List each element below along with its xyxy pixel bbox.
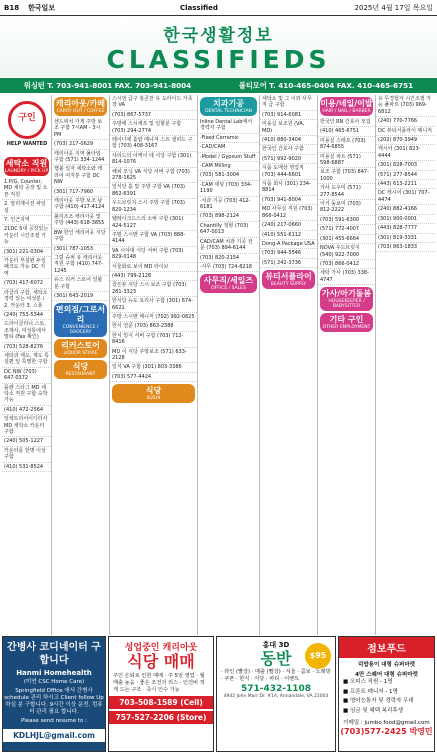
help-wanted-sub: HELP WANTED <box>6 141 48 147</box>
column-nail <box>318 95 376 635</box>
listing-item: 햄볼 일자 세탁소와 캐리어 여자분 구함 DC NW <box>52 165 109 187</box>
listing-item: 그릴 슈퍼 유 캐리아웃 직원 구함 (410) 747-1245 <box>52 254 109 276</box>
column-office <box>260 95 318 635</box>
listing-item: 세탁 가사 (703) 338-4747 <box>318 269 375 285</box>
listing-item: 미용실 스태프 (703) 874-6855 <box>318 137 375 153</box>
listing-item: 주말 스시맨 구함 VA (703) 888-4144 <box>110 231 197 247</box>
section-title-en: CARRY OUT / COFFEE <box>56 109 105 114</box>
listing-item: NOVA 우드브릿지 (540) 922-7000 <box>318 244 375 260</box>
section-title-en: BEAUTY SUPPLY <box>270 282 307 288</box>
section-title-kr: 미용/네일/이발 <box>320 99 373 108</box>
listing-item: 캐리아웃 주방 보조 남 구함 (410) 417-4124 <box>52 197 109 213</box>
ad-email: KDLHJL@gmail.com <box>3 729 105 742</box>
listing-item: (703) 944-5546 <box>260 249 317 258</box>
listing-item: VA 시야대 식당 서버 구함 (703) 829-0148 <box>110 247 197 263</box>
listing-item: 일식 VA 구함 (301) 803-3386 <box>110 363 197 372</box>
listing-item: 플랜 스타그 MD 세탁소 직원 구함 숙박 가능 <box>2 384 51 406</box>
listing-item: MD 사무실 직원 (703) 866-0412 <box>260 205 317 221</box>
column-sushi <box>110 95 198 635</box>
ad-logo: 점보푸드 <box>339 637 434 658</box>
listing-item: 텔레이크드스의 소바 구함 (301) 424-5127 <box>110 215 197 231</box>
listing-item: 일식당 홀 및 주방 구함 VA (703) 862-6391 <box>110 183 197 199</box>
listing-item: Dong-A Package USA <box>260 240 317 249</box>
listing-item: 센드위치 가게 주방 보조 구함 7시AM - 3시PM <box>52 118 109 140</box>
price-badge: $95 <box>305 643 331 669</box>
listing-item: (410) 551-6112 <box>260 231 317 240</box>
dc-contact: 워싱턴 T. 703-941-8001 FAX. 703-941-8004 <box>23 80 192 90</box>
ad-title: 간병사 코디네이터 구합니다 <box>7 642 101 666</box>
listing-item: 라클리 구함, 세탁소경력 있는 여성분 / 2. 카운터 3. 스폿 <box>2 289 51 311</box>
ad-item: ■ 프론트 매니저 - 1명 <box>343 688 398 695</box>
listing-item: (703) 417-6072 <box>2 279 51 288</box>
section-title-kr: 치과기공 <box>213 99 244 108</box>
listing-item: DC 뷰티서플라이 매니저 <box>376 127 435 136</box>
listing-item: (301) 828-7003 <box>376 161 435 170</box>
ad-phone: 571-432-1108 <box>240 684 312 694</box>
listing-item: (301) 819-3331 <box>376 234 435 243</box>
section-title-kr: 사무직/세일즈 <box>203 276 254 286</box>
listing-item: (301) 643-2019 <box>52 292 109 301</box>
section-title-en: SUSHI <box>146 396 161 402</box>
section-title-en: RESTAURANT <box>65 372 96 378</box>
listing-item: 우드브릿지 스시 주방 구함 (703) 820-1234 <box>110 199 197 215</box>
listing-item: (571) 277-8544 <box>376 171 435 180</box>
ad-phone: (703)577-2425 박영민 <box>340 727 433 736</box>
ad-body: Springfield Office 에서 간병사 schedule 관리 하시고 Client follow Up 하실 분 구합니다. 9시간 이상 운전, 컴퓨터 관리 필요 합니다. <box>4 688 104 715</box>
listing-item: (240) 753-5344 <box>2 311 51 320</box>
listing-item: 캐시어 (301) 823-4444 <box>376 145 435 161</box>
ad-restaurant-sale <box>108 636 214 752</box>
ad-item: ■ 영어능통자 및 경력자 우대 <box>343 698 414 704</box>
listing-item: 미용실 파트 (571) 598-6887 <box>318 153 375 169</box>
ad-headline: 동반 <box>260 649 292 668</box>
ad-hanmi-homehealth <box>2 636 106 752</box>
section-header-housekeeper <box>320 287 373 311</box>
listing-item: 세탁과 제도, 재도 특설편 일 특별한 구함 <box>2 352 51 368</box>
listing-item: 유스 리커 스토어 일할 분 구함 <box>52 276 109 292</box>
listing-item: (571) 772-4007 <box>318 225 375 234</box>
listing-item: ·Fixed Cerramic <box>198 134 259 143</box>
listing-item: (703) 863-1833 <box>376 243 435 252</box>
section-title-kr: 뷰티서플라이 <box>265 272 312 282</box>
listing-item: 한국인 RN 간호사 모집 <box>318 118 375 127</box>
display-ads <box>2 636 435 752</box>
ad-title: 홍대 3D <box>262 641 290 649</box>
listing-item: DC NW (703) 647-0372 <box>2 368 51 384</box>
ad-phone-cell: 703-508-1589 (Cell) <box>109 696 213 709</box>
ad-body: 주인 은퇴로 인한 매매 · 주 5일 영업 · 월 매출 높음 · 좋은 조건의 리스 · 인건비 적게 드는 구조 · 즉시 인수 가능 <box>113 673 205 693</box>
listing-item: 한식 일식 서버 구함 (703) 712-8416 <box>110 332 197 348</box>
listing-item: 유 무경험자 시간조절 가능 풀파트 (703) 969-6812 <box>376 95 435 117</box>
listing-item: 미용실 보조원 (VA, MD) <box>260 120 317 136</box>
section-title-kr: 리커스토어 <box>61 341 100 351</box>
ad-subtitle: 덕밥용이 대형 슈퍼마켓 <box>358 662 415 668</box>
listing-item: (240) 770-7766 <box>376 117 435 126</box>
section-header-convenience <box>54 303 107 337</box>
ad-hongdae <box>216 636 336 752</box>
listing-item: 드라이클리너 스토, 조제사, 여성통에서 멀티 (Fax 확인) <box>2 320 51 342</box>
listing-item: (410) 465-6751 <box>318 127 375 136</box>
listing-item: 한식 전문 (703) 863-2388 <box>110 322 197 331</box>
listing-item: (703) 914-6081 <box>260 111 317 120</box>
listing-item: ·사무 (703) 724-8218 <box>198 263 259 272</box>
page-header <box>0 0 437 16</box>
listing-item: Inline Dental Lab에서 경력자 구함 <box>198 118 259 134</box>
ad-address: 4942 John Marr Dr. #1A, Annandale, VA 22003 <box>223 694 329 699</box>
masthead <box>0 17 437 77</box>
section-title-en: OTHER EMPLOYMENT <box>322 325 371 331</box>
section-title-en: LAUNDRY / PICK UP <box>4 169 49 174</box>
listing-item: 1.P/G, Counter, MD 세탁 공장 및 오픈 직원 <box>2 178 51 200</box>
section-title-kr: 식당 <box>145 386 162 396</box>
section-header-dental <box>200 97 257 116</box>
issue-date: 2025년 4월 17일 목요일 <box>354 3 433 12</box>
section-header-office <box>200 274 257 293</box>
listing-item: 한식당 뉴도 요리사 구함 (301) 674-6621 <box>110 297 197 313</box>
ad-email: 이메일 : jumbo.food@gmail.com <box>343 720 430 726</box>
listing-item: (301) 221-0304 <box>2 248 51 257</box>
classified-grid <box>2 95 435 635</box>
section-header-other <box>320 313 373 332</box>
section-header-beauty <box>262 270 315 289</box>
column-beauty-supply <box>376 95 435 635</box>
listing-list <box>376 95 435 252</box>
section-header-nail <box>320 97 373 116</box>
listing-item: 샤리드의 아케이 테 식당 구함 (301) 814-1076 <box>110 152 197 168</box>
listing-item: 일렉트리어이디터사 MD 세탁소 카운터 구함 <box>2 415 51 437</box>
listing-item: (301) 787-1053 <box>52 245 109 254</box>
listing-item: 주방 스시맨 매니저 (702) 992-0825 <box>110 313 197 322</box>
masthead-title-kr: 한국생활정보 <box>163 26 274 46</box>
section-title-kr: 식당 <box>72 362 89 372</box>
listing-item: ·CAM 세팅 (703) 334-1190 <box>198 181 259 197</box>
column-dental <box>198 95 260 635</box>
listing-item: Chantilly 정형 (703) 647-0013 <box>198 222 259 238</box>
listing-item: 아기 돌보미 (703) 812-2222 <box>318 200 375 216</box>
listing-item: 보조 구함 (703) 847-1000 <box>318 168 375 184</box>
listing-item: (301) 900-0001 <box>376 215 435 224</box>
section-title-en: HOUSEKEEPER / BABYSITTER <box>328 299 365 310</box>
listing-list <box>318 118 375 285</box>
section-title-kr: 편의점/그로서리 <box>55 305 106 325</box>
listing-list <box>198 118 259 272</box>
listing-item: 카운터 부설편 두일패크도 가능 DC 지역 <box>2 257 51 279</box>
section-header-restaurant <box>54 360 107 379</box>
newspaper-logo: 한국일보 <box>28 3 56 12</box>
listing-item: (703) 898-2124 <box>198 212 259 221</box>
listing-list <box>2 178 51 472</box>
listing-item: (240) 217-0660 <box>260 221 317 230</box>
listing-item: (410) 472-2564 <box>2 406 51 415</box>
listing-item: (202) 870-3949 <box>376 136 435 145</box>
ad-title: 성업중인 캐리아웃 <box>124 643 198 653</box>
section-header-liquor <box>54 339 107 358</box>
page-number: B18 <box>4 3 20 12</box>
ad-company: Hanmi Homehealth <box>16 669 92 677</box>
listing-item: ·치과 기공 (703) 412-6181 <box>198 197 259 213</box>
listing-item: 식품 회사 (301) 234-8814 <box>260 180 317 196</box>
listing-item: ·CAM Milling <box>198 162 259 171</box>
listing-item: 캐리아웃 지역 풀타임 구함 (571) 334-1244 <box>52 150 109 166</box>
listing-item: ·Model / Gypsum Stuff <box>198 153 259 162</box>
listing-item: 21DC 5대 공장있는 카운터 시간조절 가능 <box>2 225 51 247</box>
listing-item: 서울화로 보이 MD 라이브 <box>110 263 197 272</box>
ad-item: ■ 임금 및 혜택 복리후생 <box>343 707 404 714</box>
listing-list <box>52 118 109 301</box>
listing-item: DC 캐시어 (301) 707-4474 <box>376 189 435 205</box>
listing-item: (703) 528-8276 <box>2 343 51 352</box>
section-title-kr: 기타 구인 <box>329 315 364 325</box>
listing-item: 2. 알리제이션 파일설 <box>2 200 51 216</box>
section-title-kr: 가사/아기돌봄 <box>321 289 372 299</box>
listing-item: (703) 581-3004 <box>198 171 259 180</box>
help-wanted-word: 구인 <box>18 113 36 123</box>
listing-item: MD 이 식당 주방보조 (571) 633-2128 <box>110 348 197 364</box>
listing-item: (240) 505-1227 <box>2 437 51 446</box>
listing-list <box>110 95 197 382</box>
ad-headline: 식당 매매 <box>127 652 195 671</box>
section-title-en: HAIR / NAIL / BARBER <box>322 109 371 114</box>
ad-tagline: 4만 스퀘어 대형 슈퍼마켓 <box>355 672 418 678</box>
listing-item: (571) 992-9020 <box>260 155 317 164</box>
listing-item: (703) 820-2154 <box>198 254 259 263</box>
listing-item: (410) 531-8524 <box>2 463 51 472</box>
listing-item: (703) 217-0629 <box>52 140 109 149</box>
listing-list <box>260 95 317 268</box>
ad-item: ■ 오피스 직원 - 1명 <box>343 679 393 685</box>
section-title-en: DENTAL TECHNICIAN <box>205 109 252 114</box>
listing-item: BW 한인 캐리어웃 식당 구함 <box>52 229 109 245</box>
listing-item: 해피 모닝 VA 식당 서버 구함 (703) 278-1625 <box>110 168 197 184</box>
listing-item: 한국인 간호사 구함 <box>260 145 317 154</box>
listing-item: (410) 880-3404 <box>260 136 317 145</box>
contact-bar <box>0 78 437 93</box>
section-title-kr: 세탁소 직원 <box>5 159 48 168</box>
section-header-laundry <box>4 157 49 176</box>
listing-item: 식품 도매상 영업직 (703) 444-6601 <box>260 164 317 180</box>
section-title-en: CONVENIENCE / GROCERY <box>62 325 99 336</box>
listing-item: (703) 577-4424 <box>110 373 197 382</box>
listing-item: (703) 867-5737 <box>110 111 197 120</box>
help-wanted-badge <box>2 95 51 155</box>
section-title-kr: 캐리아웃/카페 <box>55 99 106 108</box>
listing-item: 7. 인근지역 <box>2 216 51 225</box>
listing-item: (301) 455-6664 <box>318 235 375 244</box>
ad-subtitle: (미연 CSC Home Care) <box>23 679 85 685</box>
listing-item: 불리조조 캐리아웃 및 주방 (443) 618-3855 <box>52 213 109 229</box>
section-title-en: LIQUOR STORE <box>63 351 98 357</box>
column-laundry <box>2 95 52 635</box>
listing-item: 스시먼 급구 홍콘찬 유 도라이드 가족장 VA <box>110 95 197 111</box>
ad-phone-store: 757-527-2206 (Store) <box>109 711 213 724</box>
masthead-title-en: CLASSIFIEDS <box>106 45 331 74</box>
section-title-en: OFFICE / SALES <box>211 286 246 292</box>
ad-jumbo-food <box>338 636 435 752</box>
listing-item: 가사 도우미 (571) 277-8544 <box>318 184 375 200</box>
ad-email-label: Please send resume to : <box>20 718 88 724</box>
listing-item: (443) 828-7777 <box>376 224 435 233</box>
listing-item: 골든뷰 식당 스시 보조 구함 (703) 281-3323 <box>110 281 197 297</box>
section-header-sushi <box>112 384 195 403</box>
listing-item: (301) 717-7960 <box>52 188 109 197</box>
listing-item: 카운터를 한명 이상 구함 <box>2 447 51 463</box>
listing-item: (443) 613-2211 <box>376 180 435 189</box>
listing-item: 레이디에 홀랍 매니저 스트 샐러드 구함 (703) 408-3167 <box>110 136 197 152</box>
listing-item: 주방에 스시세프 및 일할분 구함 (703) 294-2774 <box>110 120 197 136</box>
section-title: Classified <box>180 3 218 12</box>
md-contact: 볼티모어 T. 410-465-0404 FAX. 410-465-6751 <box>238 80 414 90</box>
listing-item: 세탁소 및 그 이외 사무직 급 구함 <box>260 95 317 111</box>
listing-item: (703) 591-6300 <box>318 216 375 225</box>
listing-item: (703) 941-8004 <box>260 196 317 205</box>
section-header-carryout <box>54 97 107 116</box>
listing-item: (571) 242-3736 <box>260 259 317 268</box>
listing-item: (443) 799-2128 <box>110 272 197 281</box>
listing-item: ·CAD/CAM <box>198 143 259 152</box>
ad-body: · 라인 (빨강) · 매출 (빨강) · 서울 · 콤보 · 노래방 · 쿠폰 · 한식 · 식당 · 파티 · 이벤트 <box>221 669 331 682</box>
column-carryout <box>52 95 110 635</box>
listing-item: (703) 866-0412 <box>318 260 375 269</box>
listing-item: CAD/CAM 치과 기공 전문 (703) 894-6144 <box>198 238 259 254</box>
listing-item: (240) 882-4166 <box>376 205 435 214</box>
